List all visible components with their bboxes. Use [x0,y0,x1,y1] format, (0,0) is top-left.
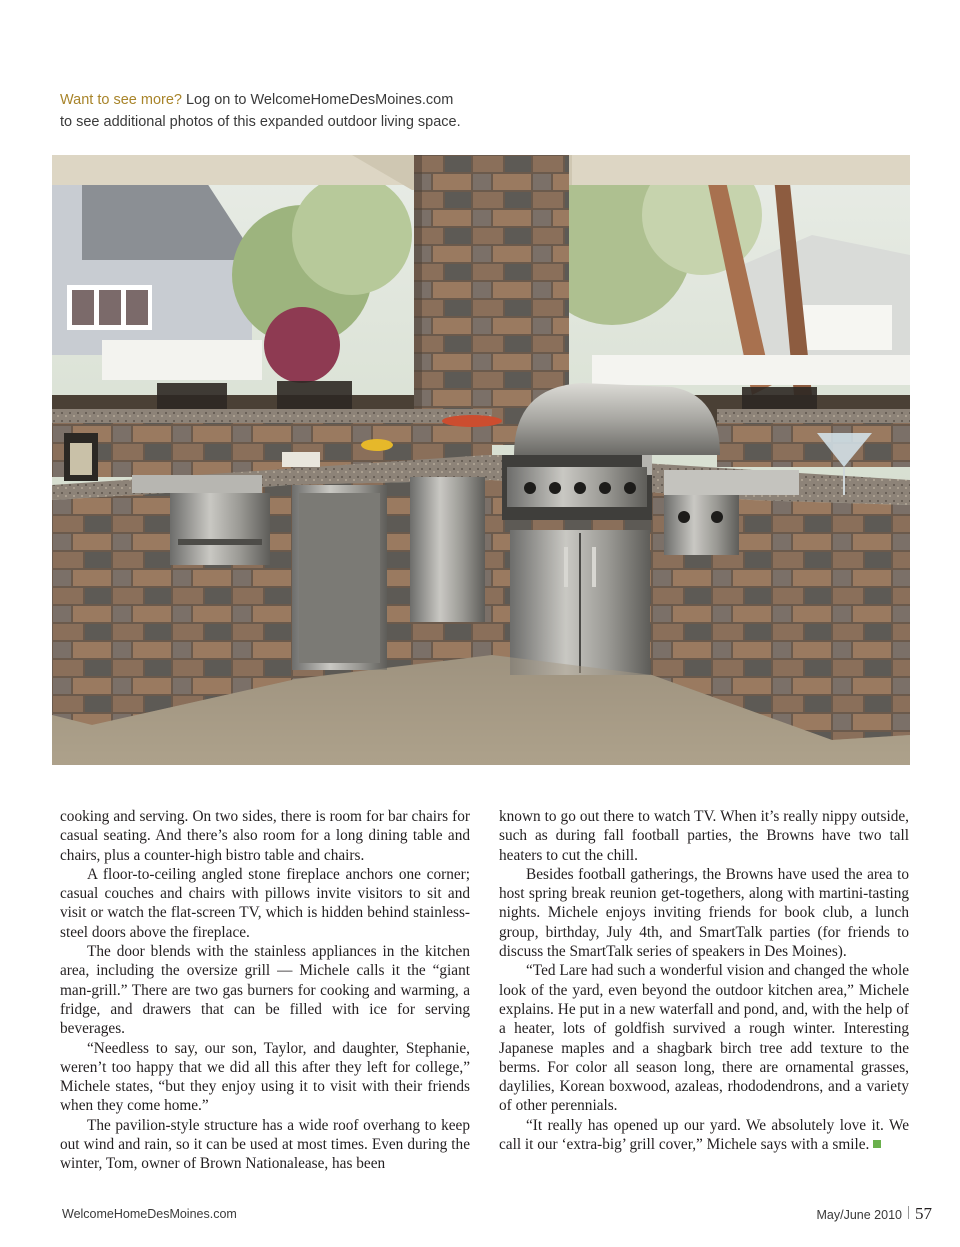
article-final-paragraph [499,1116,909,1155]
end-mark-icon [873,1140,881,1148]
article-paragraph: A floor-to-ceiling angled stone fireplace anchors one corner; casual couches and chairs with pillows invite visitors to sit and visit or watch the flat-screen TV, which is hidden behind stainless-steel doors above the fireplace. [60,865,470,941]
photo-caption [60,89,580,133]
caption-line-1 [60,89,580,111]
article-paragraph: cooking and serving. On two sides, there is room for bar chairs for casual seating. And there’s also room for a long dining table and chairs, plus a counter-high bistro table and chairs. [60,808,470,864]
article-paragraph: known to go out there to watch TV. When it’s really nippy outside, such as during fall football parties, the Browns have two tall heaters to cut the chill. [499,808,909,864]
article-final-text: “It really has opened up our yard. We absolutely love it. We call it our ‘extra-big’ grill cover,” Michele says with a smile. [499,1116,909,1154]
article-paragraph: “Needless to say, our son, Taylor, and daughter, Stephanie, weren’t too happy that we did all this after they left for college,” Michele states, “but they enjoy using it to visit with their friends when they come home.” [60,1039,470,1115]
article-paragraph: Besides football gatherings, the Browns have used the area to host spring break reunion get-togethers, along with martini-tasting nights. Michele enjoys inviting friends for book club, a lunch group, birthday, July 4th, and SmartTalk parties (for friends to discuss the SmartTalk series of speakers in Des Moines). [499,865,909,961]
article-right-column [499,807,909,1154]
outdoor-kitchen-photo [52,155,910,765]
caption-lead: Want to see more? [60,92,182,108]
footer-issue-date: May/June 2010 [816,1208,902,1222]
article-paragraph: The door blends with the stainless appliances in the kitchen area, including the oversize grill — Michele calls it the “giant man-grill.” There are two gas burners for cooking and warming, a fridge, and drawers that can be filled with ice for serving beverages. [60,943,470,1038]
footer-site-url: WelcomeHomeDesMoines.com [62,1207,237,1221]
footer-divider [908,1206,909,1219]
article-paragraph: The pavilion-style structure has a wide roof overhang to keep out wind and rain, so it can be used at most times. Even during the winter, Tom, owner of Brown Nationalease, has been [60,1116,470,1173]
article-left-column [60,807,470,1174]
article-paragraph: “Ted Lare had such a wonderful vision and changed the whole look of the yard, even beyond the outdoor kitchen area,” Michele explains. He put in a new waterfall and pond, and, with the help of a heater, lots of goldfish survived a rough winter. Interesting Japanese maples and a shagbark birch tree add texture to the berms. For color all season long, there are ornamental grasses, daylilies, Korean boxwood, azaleas, rhododendrons, and a variety of other perennials. [499,962,909,1115]
caption-link-text: Log on to WelcomeHomeDesMoines.com [181,92,454,108]
page-number: 57 [915,1204,932,1223]
footer-folio [817,1204,932,1224]
caption-line-2: to see additional photos of this expanded outdoor living space. [60,114,461,130]
